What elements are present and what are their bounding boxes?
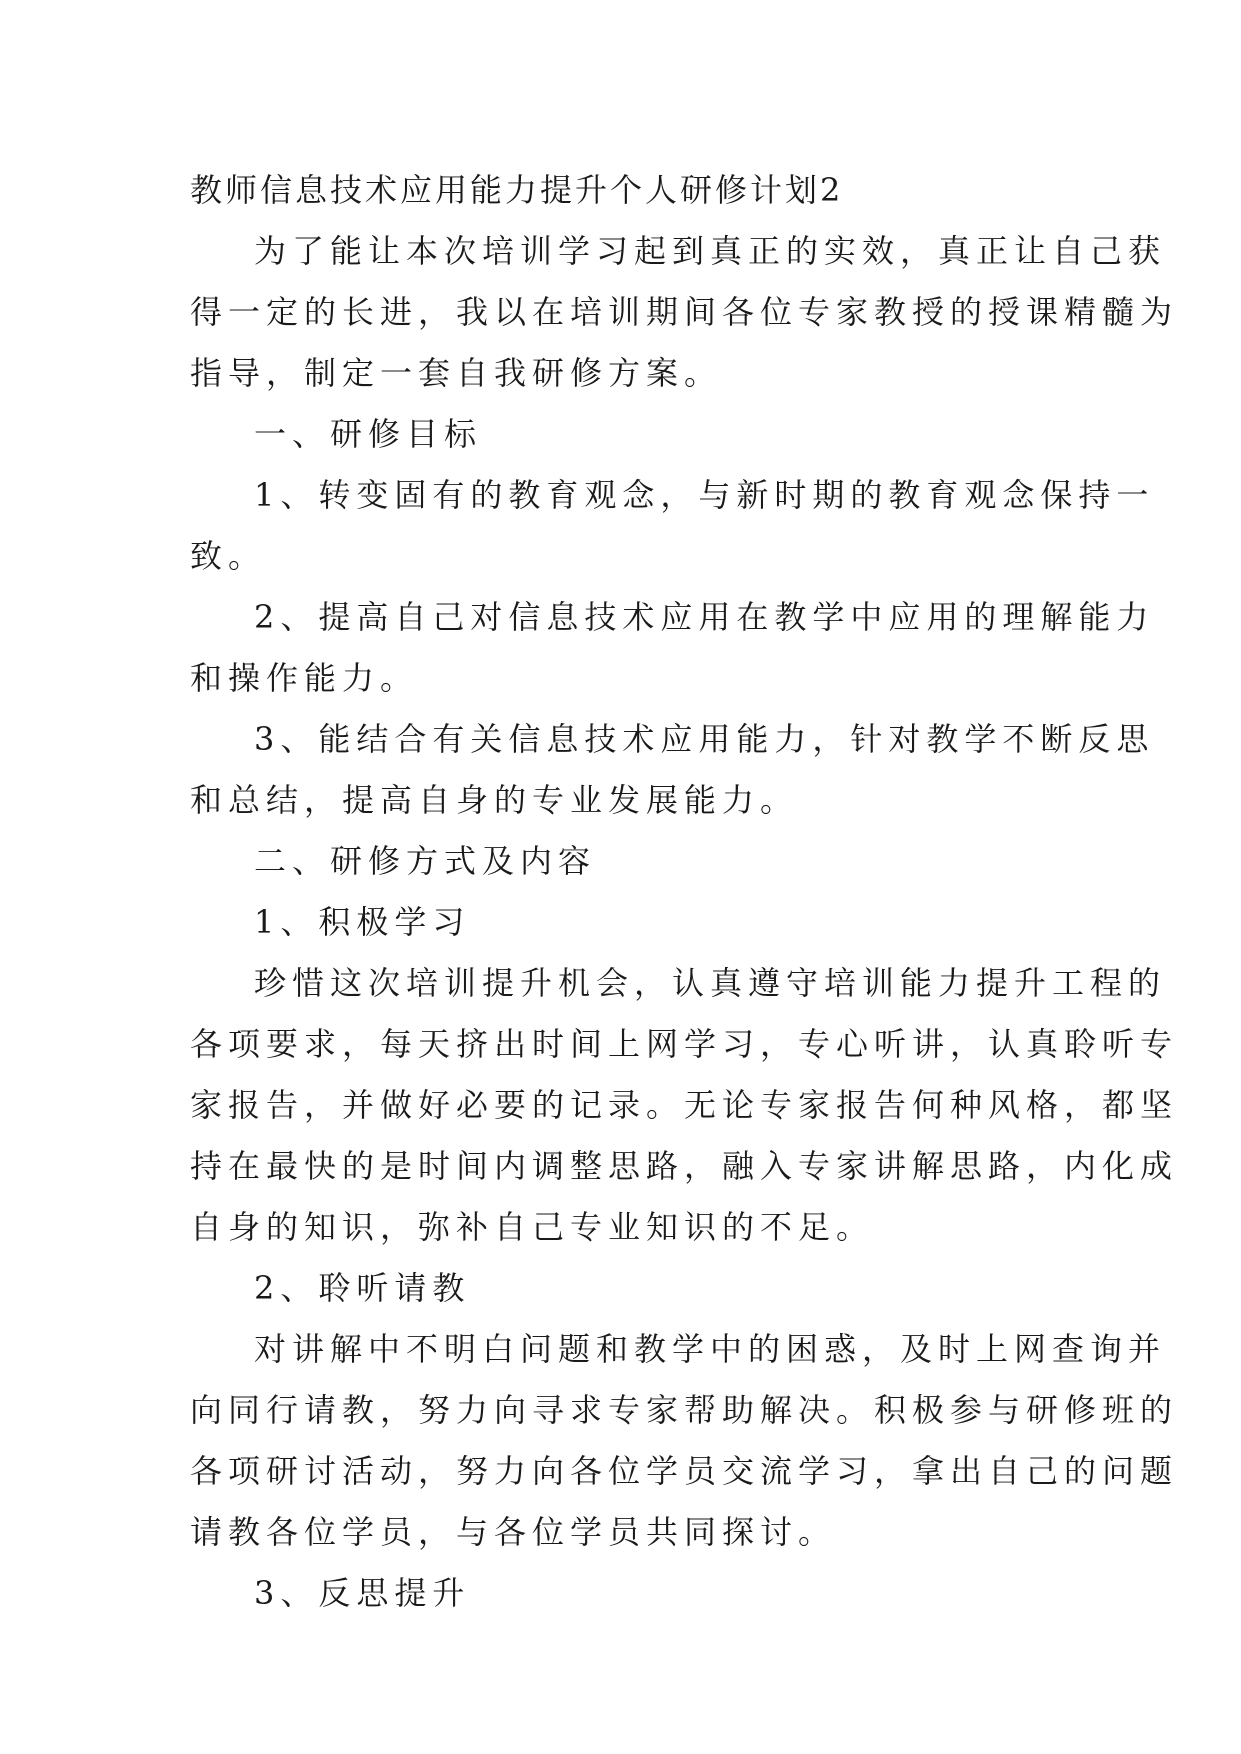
text-line: 致。 (190, 537, 267, 575)
text-line: 指导，制定一套自我研修方案。 (190, 354, 723, 392)
text-line: 1、转变固有的教育观念，与新时期的教育观念保持一 (254, 476, 1155, 514)
text-line: 和总结，提高自身的专业发展能力。 (190, 781, 799, 819)
text-line: 和操作能力。 (190, 659, 419, 697)
text-line: 二、研修方式及内容 (254, 842, 597, 880)
text-line: 为了能让本次培训学习起到真正的实效，真正让自己获 (254, 232, 1167, 270)
text-line: 得一定的长进，我以在培训期间各位专家教授的授课精髓为 (190, 293, 1179, 331)
text-line: 2、聆听请教 (254, 1269, 471, 1307)
text-line: 珍惜这次培训提升机会，认真遵守培训能力提升工程的 (254, 964, 1167, 1002)
text-line: 家报告，并做好必要的记录。无论专家报告何种风格，都坚 (190, 1086, 1179, 1124)
text-line: 3、反思提升 (254, 1574, 471, 1612)
text-line: 各项要求，每天挤出时间上网学习，专心听讲，认真聆听专 (190, 1025, 1179, 1063)
text-line: 2、提高自己对信息技术应用在教学中应用的理解能力 (254, 598, 1155, 636)
text-line: 向同行请教，努力向寻求专家帮助解决。积极参与研修班的 (190, 1391, 1179, 1429)
text-line: 各项研讨活动，努力向各位学员交流学习，拿出自己的问题 (190, 1452, 1179, 1490)
text-line: 对讲解中不明白问题和教学中的困惑，及时上网查询并 (254, 1330, 1167, 1368)
text-line: 持在最快的是时间内调整思路，融入专家讲解思路，内化成 (190, 1147, 1179, 1185)
text-line: 请教各位学员，与各位学员共同探讨。 (190, 1513, 837, 1551)
document-body (190, 221, 1179, 1624)
text-line: 一、研修目标 (254, 415, 483, 453)
text-line: 3、能结合有关信息技术应用能力，针对教学不断反思 (254, 720, 1155, 758)
document-page (190, 160, 1179, 1624)
text-line: 自身的知识，弥补自己专业知识的不足。 (190, 1208, 875, 1246)
document-title: 教师信息技术应用能力提升个人研修计划2 (190, 171, 844, 209)
text-line: 1、积极学习 (254, 903, 471, 941)
